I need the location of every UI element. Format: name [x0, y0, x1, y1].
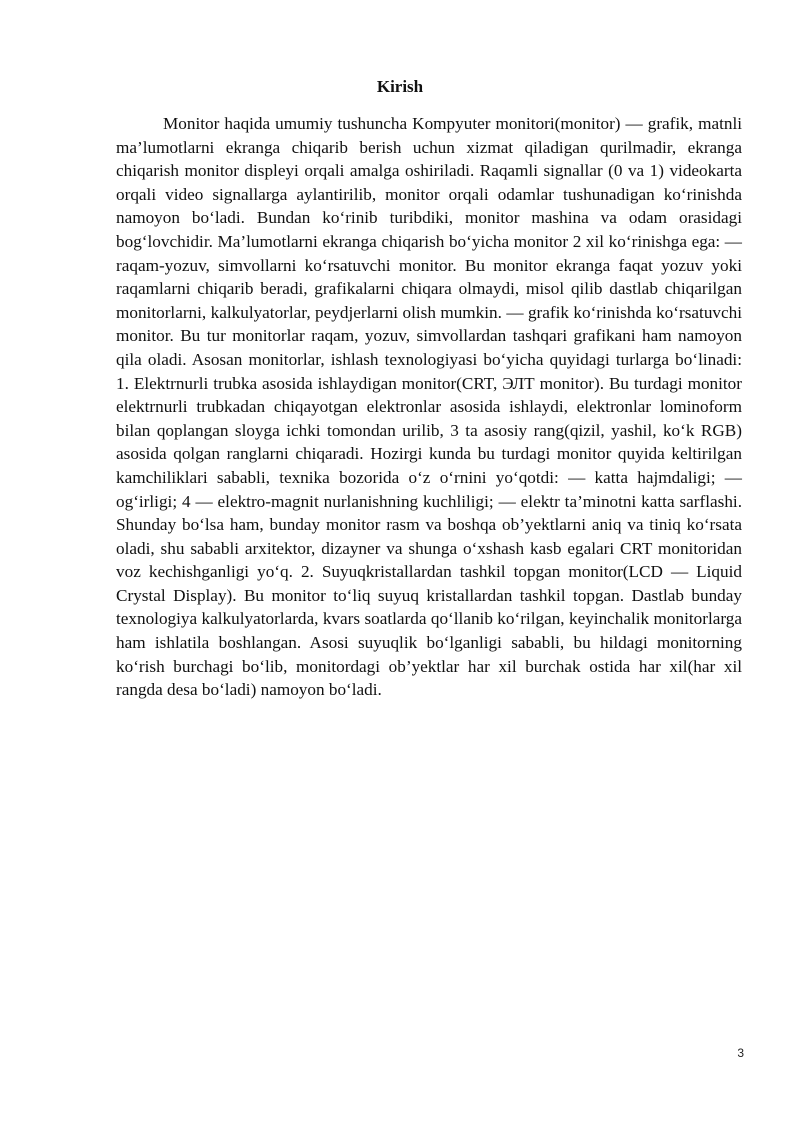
page-number: 3	[737, 1046, 744, 1060]
body-paragraph: Monitor haqida umumiy tushuncha Kompyuter monitori(monitor) — grafik, matnli ma’lumotlarni ekranga chiqarib berish uchun xizmat qiladigan qurilmadir, ekranga chiqarish monitor displeyi orqali amalga oshiriladi. Raqamli signallar (0 va 1) videokarta orqali video signallarga aylantirilib, monitor orqali odamlar tushunadigan ko‘rinishda namoyon bo‘ladi. Bundan ko‘rinib turibdiki, monitor mashina va odam orasidagi bog‘lovchidir. Ma’lumotlarni ekranga chiqarish bo‘yicha monitor 2 xil ko‘rinishga ega: — raqam-yozuv, simvollarni ko‘rsatuvchi monitor. Bu monitor ekranga faqat yozuv yoki raqamlarni chiqarib beradi, grafikalarni chiqara olmaydi, misol qilib dastlab chiqarilgan monitorlarni, kalkulyatorlar, peydjerlarni olish mumkin. — grafik ko‘rinishda ko‘rsatuvchi monitor. Bu tur monitorlar raqam, yozuv, simvollardan tashqari grafikani ham namoyon qila oladi. Asosan monitorlar, ishlash texnologiyasi bo‘yicha quyidagi turlarga bo‘linadi: 1. Elektrnurli trubka asosida ishlaydigan monitor(CRT, ЭЛТ monitor). Bu turdagi monitor elektrnurli trubkadan chiqayotgan elektronlar asosida ishlaydi, elektronlar lominoform bilan qoplangan sloyga ichki tomondan urilib, 3 ta asosiy rang(qizil, yashil, ko‘k RGB) asosida qolgan ranglarni chiqaradi. Hozirgi kunda bu turdagi monitor quyida keltirilgan kamchiliklari sababli, texnika bozorida o‘z o‘rnini yo‘qotdi: — katta hajmdaligi; — og‘irligi; 4 — elektro-magnit nurlanishning kuchliligi; — elektr ta’minotni katta sarflashi. Shunday bo‘lsa ham, bunday monitor rasm va boshqa ob’yektlarni aniq va tiniq ko‘rsata oladi, shu sababli arxitektor, dizayner va shunga o‘xshash kasb egalari CRT monitoridan voz kechishganligi yo‘q. 2. Suyuqkristallardan tashkil topgan monitor(LCD — Liquid Crystal Display). Bu monitor to‘liq suyuq kristallardan tashkil topgan. Dastlab bunday texnologiya kalkulyatorlarda, kvars soatlarda qo‘llanib ko‘rilgan, keyinchalik monitorlarga ham ishlatila boshlangan. Asosi suyuqlik bo‘lganligi sababli, bu hildagi monitorning ko‘rish burchagi bo‘lib, monitordagi ob’yektlar har xil burchak ostida har xil(har xil rangda desa bo‘ladi) namoyon bo‘ladi.	[116, 114, 742, 700]
section-title: Kirish	[376, 77, 424, 96]
